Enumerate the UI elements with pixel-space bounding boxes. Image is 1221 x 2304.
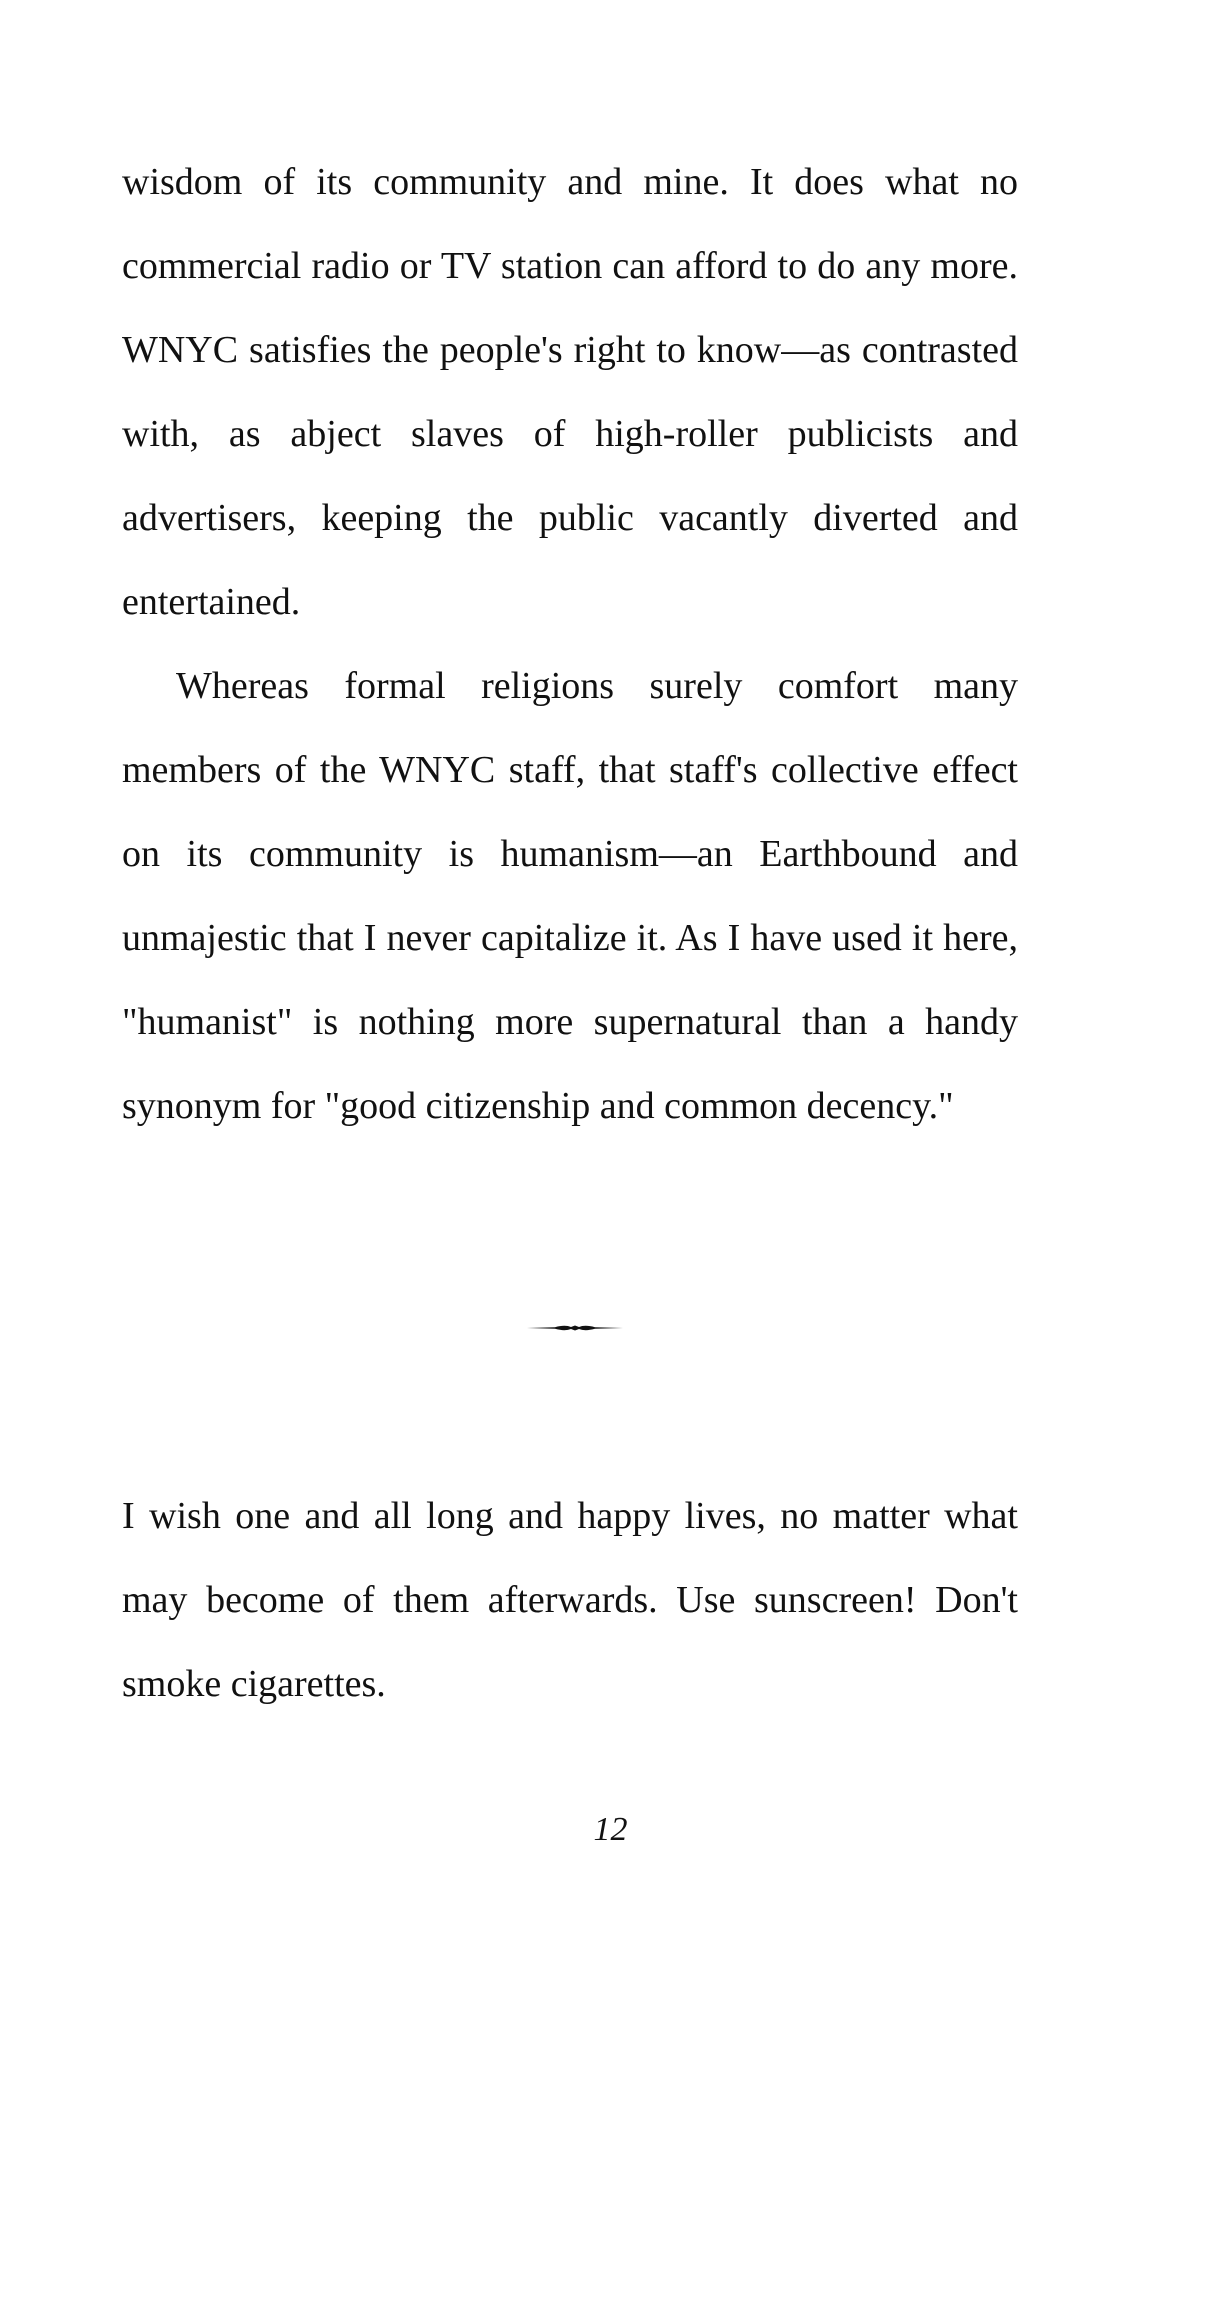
paragraph-wnyc-mission: wisdom of its community and mine. It does what no commercial radio or TV station can afford to do any more. WNYC satisfies the people's right to know—as contrasted with, as abject slaves of high-roller publicists and advertisers, keeping the public vacantly diverted and entertained.: [122, 161, 1018, 623]
page-number: 12: [593, 1811, 628, 1848]
section-divider-ornament-icon: [525, 1318, 625, 1338]
closing-text-section: [122, 1474, 1018, 1726]
paragraph-humanism: Whereas formal religions surely comfort many members of the WNYC staff, that staff's collective effect on its community is humanism—an Earthbound and unmajestic that I never capitalize it. As I have used it here, "humanist" is nothing more supernatural than a handy synonym for "good citizenship and common decency.": [122, 665, 1018, 1127]
paragraph-closing-wish: I wish one and all long and happy lives, no matter what may become of them afterwards. Use sunscreen! Don't smoke cigarettes.: [122, 1495, 1018, 1705]
body-text-section: [122, 140, 1018, 1148]
